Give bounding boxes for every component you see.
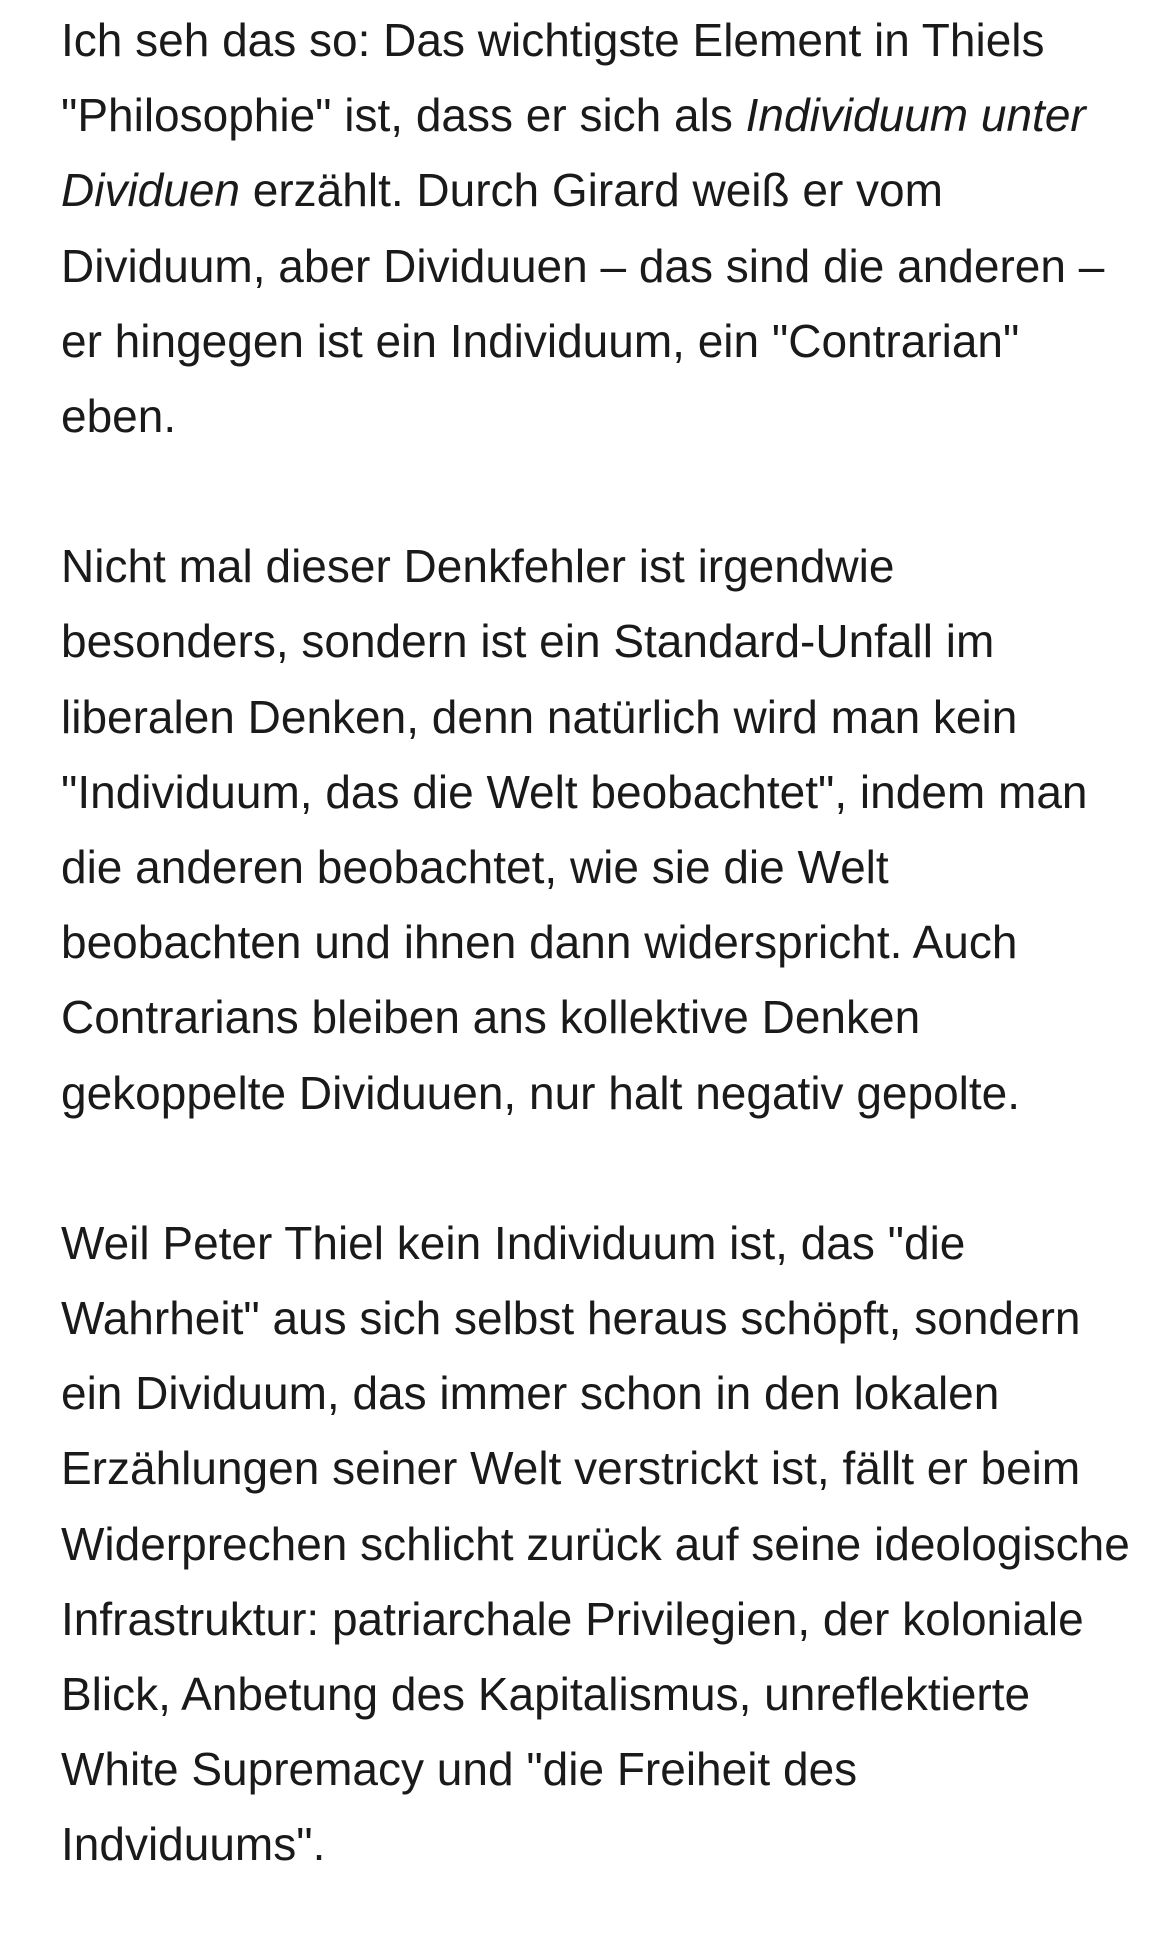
paragraph-1-emphasis: Individuum unter Dividuen — [61, 89, 1086, 217]
paragraph-1 — [61, 3, 1131, 454]
article-body — [61, 3, 1131, 1958]
paragraph-2-text: Nicht mal dieser Denkfehler ist irgendwie besonders, sondern ist ein Standard-Unfall im liberalen Denken, denn natürlich wird man kein "Individuum, das die Welt beobachtet", indem man die anderen beobachtet, wie sie die Welt beobachten und ihnen dann widerspricht. Auch Contrarians bleiben ans kollektive Denken gekoppelte Dividuuen, nur halt negativ gepolte. — [61, 540, 1088, 1119]
paragraph-2 — [61, 529, 1131, 1131]
paragraph-3 — [61, 1206, 1131, 1883]
paragraph-1-text-b: erzählt. Durch Girard weiß er vom Dividuum, aber Dividuuen – das sind die anderen – er hingegen ist ein Individuum, ein "Contrarian" eben. — [61, 164, 1105, 443]
paragraph-1-text-a: Ich seh das so: Das wichtigste Element in Thiels "Philosophie" ist, dass er sich als — [61, 14, 1045, 142]
paragraph-3-text: Weil Peter Thiel kein Individuum ist, das "die Wahrheit" aus sich selbst heraus schöpft, sondern ein Dividuum, das immer schon in den lokalen Erzählungen seiner Welt verstrickt ist, fällt er beim Widerprechen schlicht zurück auf seine ideologische Infrastruktur: patriarchale Privilegien, der koloniale Blick, Anbetung des Kapitalismus, unreflektierte White Supremacy und "die Freiheit des Indviduums". — [61, 1216, 1130, 1871]
